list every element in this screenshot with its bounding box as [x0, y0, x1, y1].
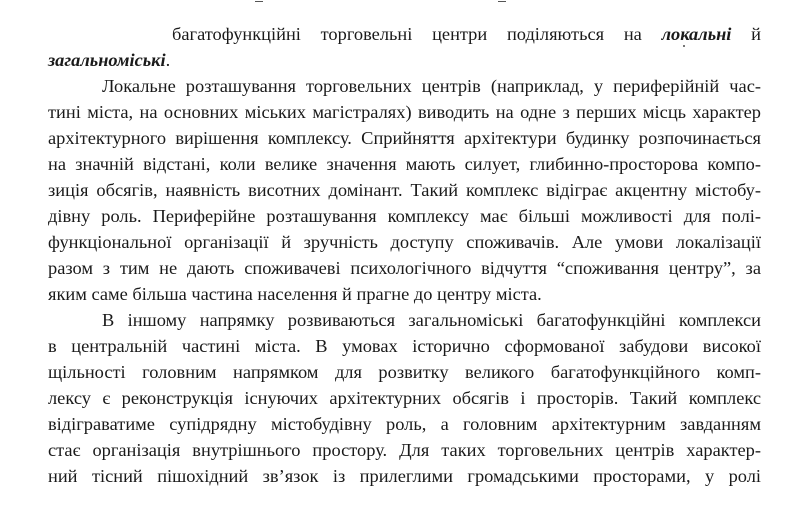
- text-line: яким саме більша частина населення й прагне до центру міста.: [48, 284, 542, 304]
- text-line: функціональної організації й зручність доступу споживачів. Але умови локалізації: [48, 232, 761, 252]
- term-local: локальні: [661, 24, 732, 44]
- text-line: на значній відстані, коли велике значення мають силует, глибинно-просторова компо-: [48, 154, 761, 174]
- text-line: разом з тим не дають споживачеві психологічного відчуття “споживання центру”, за: [48, 258, 761, 278]
- text-line: стає організація внутрішнього простору. Для таких торговельних центрів характер-: [48, 440, 761, 460]
- text-line: лексу є реконструкція існуючих архітектурних обсягів і просторів. Такий комплекс: [48, 388, 761, 408]
- paragraph-first-line: Локальне розташування торговельних центрів (наприклад, у периферійній час-: [102, 76, 761, 96]
- text-line: загальноміські.: [48, 50, 171, 70]
- text-line: багатофункційні торговельні центри поділяються на локальні й: [172, 24, 761, 44]
- text-line: щільності головним напрямком для розвитку великого багатофункційного комп-: [48, 362, 761, 382]
- term-city-wide: загальноміські: [48, 50, 166, 70]
- cropped-previous-line: [0, 0, 788, 3]
- text-line: тині міста, на основних міських магістралях) виводить на одне з перших місць характер: [48, 102, 761, 122]
- text-line: дівну роль. Периферійне розташування комплексу має більші можливості для полі-: [48, 206, 761, 226]
- text-line: архітектурного вирішення комплексу. Сприйняття архітектури будинку розпочинається: [48, 128, 761, 148]
- paragraph-first-line: В іншому напрямку розвиваються загальноміські багатофункційні комплекси: [102, 310, 761, 330]
- text-line: ний тісний пішохідний зв’язок із прилеглими громадськими просторами, у ролі: [48, 466, 761, 486]
- text-line: в центральній частині міста. В умовах історично сформованої забудови високої: [48, 336, 761, 356]
- text-line: відіграватиме супідрядну містобудівну роль, а головним архітектурним завданням: [48, 414, 761, 434]
- text-line: зиція обсягів, наявність висотних домінант. Такий комплекс відіграє акцентну містобу-: [48, 180, 761, 200]
